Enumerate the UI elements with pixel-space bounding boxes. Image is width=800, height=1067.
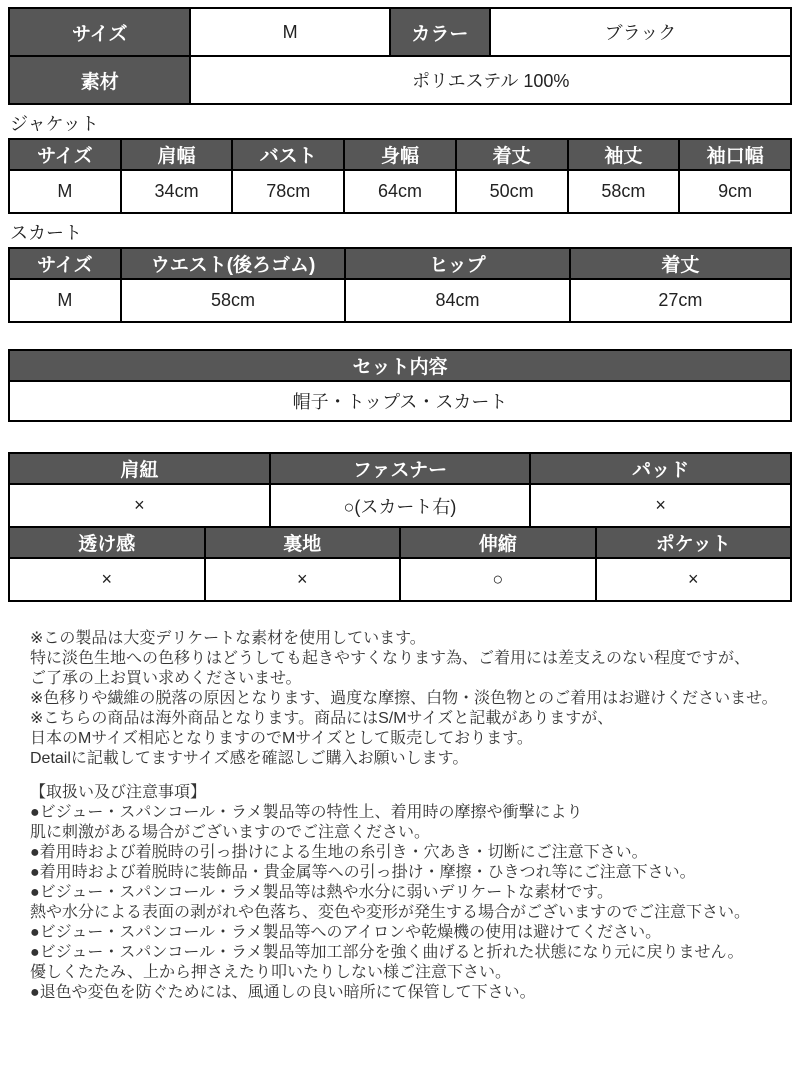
feature-header-cell: ポケット (596, 527, 792, 558)
care-line: ●退色や変色を防ぐためには、風通しの良い暗所にて保管して下さい。 (30, 984, 536, 1001)
spec-color-label: カラー (390, 8, 490, 56)
set-contents-header: セット内容 (9, 350, 791, 381)
set-contents-value: 帽子・トップス・スカート (9, 381, 791, 421)
spec-material-value: ポリエステル 100% (190, 56, 791, 104)
skirt-value-cell: 58cm (121, 279, 345, 322)
skirt-value-cell: 84cm (345, 279, 569, 322)
spec-material-label: 素材 (9, 56, 190, 104)
spec-size-value: M (190, 8, 389, 56)
skirt-header-cell: ヒップ (345, 248, 569, 279)
jacket-value-cell: 58cm (568, 170, 680, 213)
note-line: ※この製品は大変デリケートな素材を使用しています。 (30, 630, 426, 647)
note-line: ※色移りや繊維の脱落の原因となります、過度な摩擦、白物・淡色物とのご着用はお避けくださいませ。 (30, 690, 778, 707)
feature-header-cell: ファスナー (270, 453, 531, 484)
jacket-size-table (8, 138, 792, 214)
feature-value-cell: ○(スカート右) (270, 484, 531, 527)
jacket-header-cell: 着丈 (456, 139, 568, 170)
feature-header-cell: パッド (530, 453, 791, 484)
features-table-b (8, 526, 792, 602)
jacket-header-cell: 身幅 (344, 139, 456, 170)
jacket-value-cell: 34cm (121, 170, 233, 213)
skirt-size-table (8, 247, 792, 323)
jacket-header-cell: サイズ (9, 139, 121, 170)
feature-header-cell: 肩紐 (9, 453, 270, 484)
care-line: ●着用時および着脱時の引っ掛けによる生地の糸引き・穴あき・切断にご注意下さい。 (30, 844, 648, 861)
spec-color-value: ブラック (490, 8, 791, 56)
jacket-header-cell: 袖丈 (568, 139, 680, 170)
feature-value-cell: × (9, 484, 270, 527)
skirt-header-cell: ウエスト(後ろゴム) (121, 248, 345, 279)
feature-value-cell: × (530, 484, 791, 527)
jacket-value-cell: 78cm (232, 170, 344, 213)
feature-value-cell: ○ (400, 558, 596, 601)
features-table-a (8, 452, 792, 528)
feature-value-cell: × (9, 558, 205, 601)
care-line: ●ビジュー・スパンコール・ラメ製品等へのアイロンや乾燥機の使用は避けてください。 (30, 924, 662, 941)
skirt-value-cell: 27cm (570, 279, 791, 322)
set-contents-table (8, 349, 792, 422)
jacket-header-cell: 肩幅 (121, 139, 233, 170)
spec-size-label: サイズ (9, 8, 190, 56)
jacket-value-cell: M (9, 170, 121, 213)
note-line: Detailに記載してますサイズ感を確認しご購入お願いします。 (30, 750, 469, 767)
skirt-header-cell: 着丈 (570, 248, 791, 279)
spec-table (8, 7, 792, 105)
skirt-header-cell: サイズ (9, 248, 121, 279)
jacket-section-label: ジャケット (10, 114, 99, 134)
product-notes (30, 629, 792, 769)
care-line: ●ビジュー・スパンコール・ラメ製品等は熱や水分に弱いデリケートな素材です。 (30, 884, 613, 901)
care-line: 優しくたたみ、上から押さえたり叩いたりしない様ご注意下さい。 (30, 964, 511, 981)
jacket-header-cell: 袖口幅 (679, 139, 791, 170)
note-line: 特に淡色生地への色移りはどうしても起きやすくなります為、ご着用には差支えのない程度ですが、 (30, 650, 751, 667)
feature-value-cell: × (205, 558, 401, 601)
note-line: ※こちらの商品は海外商品となります。商品にはS/Mサイズと記載がありますが、 (30, 710, 614, 727)
feature-header-cell: 透け感 (9, 527, 205, 558)
care-line: 肌に刺激がある場合がございますのでご注意ください。 (30, 824, 431, 841)
skirt-section-label: スカート (10, 223, 82, 243)
care-line: 熱や水分による表面の剥がれや色落ち、変色や変形が発生する場合がございますのでご注意下さい。 (30, 904, 751, 921)
care-line: ●ビジュー・スパンコール・ラメ製品等の特性上、着用時の摩擦や衝撃により (30, 804, 583, 821)
note-line: ご了承の上お買い求めくださいませ。 (30, 670, 302, 687)
care-line: ●着用時および着脱時に装飾品・貴金属等への引っ掛け・摩擦・ひきつれ等にご注意下さい。 (30, 864, 696, 881)
note-line: 日本のMサイズ相応となりますのでMサイズとして販売しております。 (30, 730, 533, 747)
jacket-value-cell: 50cm (456, 170, 568, 213)
care-line: ●ビジュー・スパンコール・ラメ製品等加工部分を強く曲げると折れた状態になり元に戻りません。 (30, 944, 744, 961)
feature-value-cell: × (596, 558, 792, 601)
feature-header-cell: 伸縮 (400, 527, 596, 558)
care-heading: 【取扱い及び注意事項】 (30, 784, 207, 801)
jacket-header-cell: バスト (232, 139, 344, 170)
jacket-value-cell: 9cm (679, 170, 791, 213)
care-notes (30, 803, 792, 1003)
jacket-value-cell: 64cm (344, 170, 456, 213)
feature-header-cell: 裏地 (205, 527, 401, 558)
skirt-value-cell: M (9, 279, 121, 322)
